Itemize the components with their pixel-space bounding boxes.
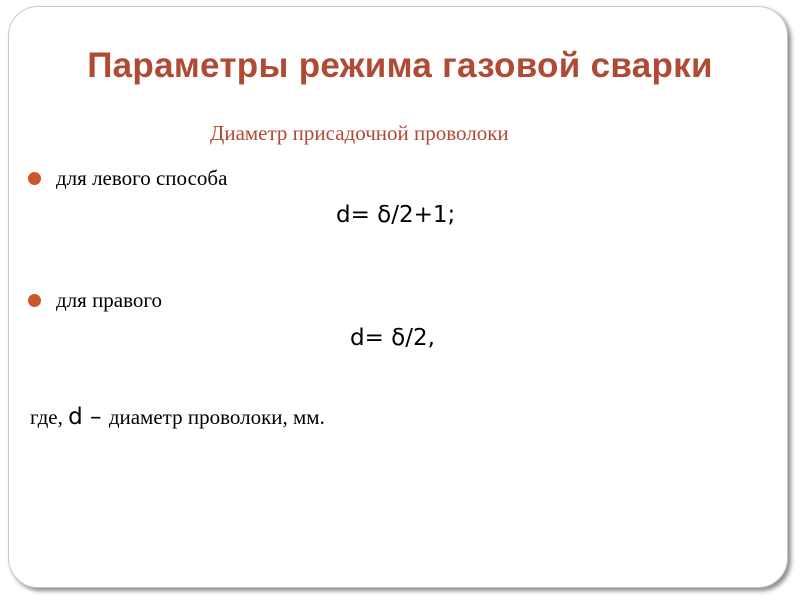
note-prefix: где, [30, 405, 69, 429]
formula-left-method: d= δ/2+1; [336, 202, 456, 228]
bullet-item-left-method [28, 163, 227, 193]
formula-right-method: d= δ/2, [350, 325, 435, 351]
bullet-item-right-method [28, 285, 162, 315]
note-dash: – [82, 404, 109, 430]
bullet-dot-icon [28, 172, 41, 185]
definition-note [30, 404, 325, 430]
bullet-label: для левого способа [56, 165, 228, 190]
note-symbol: d [68, 404, 83, 430]
note-text: диаметр проволоки, мм. [108, 405, 325, 429]
bullet-label: для правого [56, 287, 162, 312]
slide-subtitle: Диаметр присадочной проволоки [210, 121, 509, 145]
slide-title: Параметры режима газовой сварки [87, 46, 713, 85]
bullet-dot-icon [28, 294, 41, 307]
